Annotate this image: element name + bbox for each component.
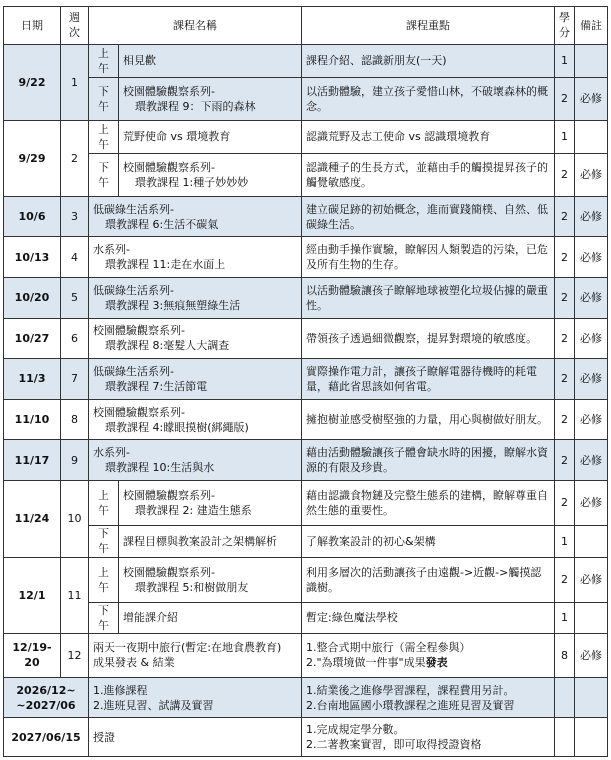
- note-cell: 必修: [575, 237, 608, 278]
- credit-cell: [555, 677, 575, 718]
- week-cell: 3: [61, 196, 89, 237]
- credit-cell: 2: [555, 196, 575, 237]
- note-cell: 必修: [575, 196, 608, 237]
- credit-cell: [555, 718, 575, 757]
- week-cell: 11: [61, 558, 89, 634]
- table-row: [4, 359, 608, 400]
- date-cell: 10/20: [4, 277, 61, 318]
- table-row: [4, 196, 608, 237]
- focus-cell: 利用多層次的活動讓孩子由遠觀->近觀->觸摸認識樹。: [302, 558, 555, 603]
- credit-cell: 2: [555, 78, 575, 121]
- note-cell: 必修: [575, 480, 608, 525]
- course-cell: 校園體驗觀察系列- 環教課程 9：下雨的森林: [119, 78, 302, 121]
- date-cell: 2026/12~ ~2027/06: [4, 677, 89, 718]
- credit-cell: 1: [555, 602, 575, 633]
- credit-cell: 2: [555, 359, 575, 400]
- table-row: [4, 44, 608, 77]
- date-cell: 11/17: [4, 440, 61, 481]
- course-cell: 水系列- 環教課程 10:生活與水: [89, 440, 302, 481]
- credit-cell: 2: [555, 237, 575, 278]
- course-cell: 水系列- 環教課程 11:走在水面上: [89, 237, 302, 278]
- header-focus: 課程重點: [302, 7, 555, 45]
- course-cell: 授證: [89, 718, 302, 757]
- session-cell: 上午: [89, 480, 119, 525]
- course-cell: 課程目標與教案設計之架構解析: [119, 525, 302, 557]
- note-cell: 必修: [575, 440, 608, 481]
- table-row: [4, 718, 608, 757]
- table-row: [4, 277, 608, 318]
- week-cell: 1: [61, 44, 89, 120]
- credit-cell: 1: [555, 44, 575, 77]
- focus-cell: 經由動手操作實驗，瞭解因人類製造的污染，已危及所有生物的生存。: [302, 237, 555, 278]
- course-cell: 1.進修課程 2.進班見習、試講及實習: [89, 677, 302, 718]
- credit-cell: 2: [555, 277, 575, 318]
- course-cell: 校園體驗觀察系列- 環教課程 8:毫髮人大調查: [89, 318, 302, 359]
- note-cell: 必修: [575, 634, 608, 678]
- credit-cell: 2: [555, 440, 575, 481]
- note-cell: 必修: [575, 78, 608, 121]
- note-cell: [575, 120, 608, 153]
- week-cell: 8: [61, 399, 89, 440]
- header-week: 週 次: [61, 7, 89, 45]
- week-cell: 4: [61, 237, 89, 278]
- focus-cell: 暫定:綠色魔法學校: [302, 602, 555, 633]
- focus-cell: 1.結業後之進修學習課程，課程費用另計。 2.台南地區國小環教課程之進班見習及實習: [302, 677, 555, 718]
- credit-cell: 2: [555, 154, 575, 197]
- note-cell: 必修: [575, 318, 608, 359]
- session-cell: 上午: [89, 44, 119, 77]
- date-cell: 11/10: [4, 399, 61, 440]
- week-cell: 9: [61, 440, 89, 481]
- credit-cell: 1: [555, 525, 575, 557]
- table-row: [4, 440, 608, 481]
- week-cell: 2: [61, 120, 89, 196]
- course-cell: 校園體驗觀察系列- 環教課程 1:種子妙妙妙: [119, 154, 302, 197]
- date-cell: 10/27: [4, 318, 61, 359]
- course-schedule-table: [3, 6, 608, 757]
- date-cell: 12/1: [4, 558, 61, 634]
- date-cell: 9/22: [4, 44, 61, 120]
- note-cell: 必修: [575, 399, 608, 440]
- week-cell: 10: [61, 480, 89, 557]
- note-cell: [575, 525, 608, 557]
- note-cell: 必修: [575, 359, 608, 400]
- date-cell: 12/19-20: [4, 634, 61, 678]
- course-cell: 兩天一夜期中旅行(暫定:在地食農教育) 成果發表 & 結業: [89, 634, 302, 678]
- credit-cell: 1: [555, 120, 575, 153]
- course-cell: 校園體驗觀察系列- 環教課程 4:矇眼摸樹(綁繩版): [89, 399, 302, 440]
- focus-cell: 認識種子的生長方式，並藉由手的觸摸提昇孩子的觸覺敏感度。: [302, 154, 555, 197]
- focus-cell: 以活動體驗讓孩子瞭解地球被塑化垃圾佔據的嚴重性。: [302, 277, 555, 318]
- header-course: 課程名稱: [89, 7, 302, 45]
- focus-cell: 建立碳足跡的初始概念，進而實踐簡樸、自然、低碳綠生活。: [302, 196, 555, 237]
- session-cell: 上午: [89, 558, 119, 603]
- credit-cell: 2: [555, 480, 575, 525]
- date-cell: 9/29: [4, 120, 61, 196]
- focus-cell: 實際操作電力計，讓孩子瞭解電器待機時的耗電量，藉此省思該如何省電。: [302, 359, 555, 400]
- session-cell: 下午: [89, 602, 119, 633]
- table-row: [4, 602, 608, 633]
- focus-cell: 以活動體驗，建立孩子愛惜山林，不破壞森林的概念。: [302, 78, 555, 121]
- credit-cell: 2: [555, 399, 575, 440]
- course-cell: 相見歡: [119, 44, 302, 77]
- note-cell: [575, 44, 608, 77]
- focus-cell: 1.完成規定學分數。 2.二著教案實習，即可取得授證資格: [302, 718, 555, 757]
- focus-cell: 擁抱樹並感受樹堅強的力量，用心與樹做好朋友。: [302, 399, 555, 440]
- focus-cell: 藉由活動體驗讓孩子體會缺水時的困擾，瞭解水資源的有限及珍貴。: [302, 440, 555, 481]
- note-cell: 必修: [575, 558, 608, 603]
- credit-cell: 2: [555, 558, 575, 603]
- focus-cell: 帶領孩子透過細微觀察，提昇對環境的敏感度。: [302, 318, 555, 359]
- session-cell: 上午: [89, 120, 119, 153]
- date-cell: 10/6: [4, 196, 61, 237]
- table-row: [4, 237, 608, 278]
- credit-cell: 8: [555, 634, 575, 678]
- note-cell: 必修: [575, 277, 608, 318]
- header-row: [4, 7, 608, 45]
- header-date: 日期: [4, 7, 61, 45]
- session-cell: 下午: [89, 525, 119, 557]
- course-cell: 校園體驗觀察系列- 環教課程 5:和樹做朋友: [119, 558, 302, 603]
- week-cell: 12: [61, 634, 89, 678]
- week-cell: 7: [61, 359, 89, 400]
- course-cell: 低碳綠生活系列- 環教課程 3:無痕無塑綠生活: [89, 277, 302, 318]
- focus-cell: 藉由認識食物鏈及完整生態系的建構，瞭解尊重自然生態的重要性。: [302, 480, 555, 525]
- note-cell: [575, 602, 608, 633]
- course-cell: 低碳綠生活系列- 環教課程 7:生活節電: [89, 359, 302, 400]
- week-cell: 6: [61, 318, 89, 359]
- table-row: [4, 558, 608, 603]
- course-cell: 校園體驗觀察系列- 環教課程 2: 建造生態系: [119, 480, 302, 525]
- header-note: 備註: [575, 7, 608, 45]
- note-cell: [575, 677, 608, 718]
- course-cell: 荒野使命 vs 環境教育: [119, 120, 302, 153]
- table-row: [4, 78, 608, 121]
- table-row: [4, 677, 608, 718]
- table-row: [4, 120, 608, 153]
- focus-cell: 認識荒野及志工使命 vs 認識環境教育: [302, 120, 555, 153]
- date-cell: 11/24: [4, 480, 61, 557]
- table-row: [4, 525, 608, 557]
- course-cell: 增能課介紹: [119, 602, 302, 633]
- focus-cell: 課程介紹、認識新朋友(一天): [302, 44, 555, 77]
- table-row: [4, 318, 608, 359]
- focus-cell: 1.整合式期中旅行（需全程參與） 2."為環境做一件事"成果發表: [302, 634, 555, 678]
- course-cell: 低碳綠生活系列- 環教課程 6:生活不碳氣: [89, 196, 302, 237]
- note-cell: 必修: [575, 154, 608, 197]
- week-cell: 5: [61, 277, 89, 318]
- focus-cell: 了解教案設計的初心&架構: [302, 525, 555, 557]
- date-cell: 10/13: [4, 237, 61, 278]
- table-row: [4, 399, 608, 440]
- table-row: [4, 154, 608, 197]
- note-cell: [575, 718, 608, 757]
- credit-cell: 2: [555, 318, 575, 359]
- session-cell: 下午: [89, 78, 119, 121]
- table-row: [4, 480, 608, 525]
- header-credit: 學 分: [555, 7, 575, 45]
- session-cell: 下午: [89, 154, 119, 197]
- date-cell: 2027/06/15: [4, 718, 89, 757]
- date-cell: 11/3: [4, 359, 61, 400]
- table-row: [4, 634, 608, 678]
